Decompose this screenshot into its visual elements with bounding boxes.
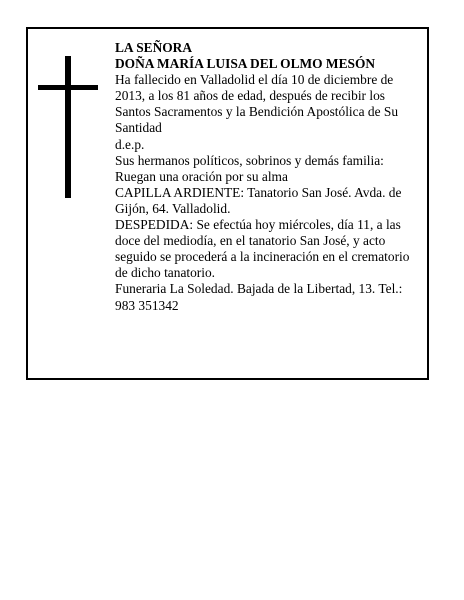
funeral-home-info: Funeraria La Soledad. Bajada de la Libertad, 13. Tel.: 983 351342 <box>115 281 403 313</box>
prayer-request: Ruegan una oración por su alma <box>115 168 288 184</box>
cross-horizontal-bar <box>38 85 98 90</box>
cross-vertical-bar <box>65 56 71 198</box>
obituary-notice <box>26 27 429 380</box>
death-announcement: Ha fallecido en Valladolid el día 10 de diciembre de 2013, a los 81 años de edad, después de recibir los Santos Sacramentos y la Bendición Apostólica de Su Santidad <box>115 72 399 136</box>
rip-text: d.e.p. <box>115 136 145 152</box>
cross-icon <box>38 56 98 198</box>
chapel-info: CAPILLA ARDIENTE: Tanatorio San José. Avda. de Gijón, 64. Valladolid. <box>115 184 402 216</box>
family-line: Sus hermanos políticos, sobrinos y demás familia: <box>115 152 384 168</box>
farewell-info: DESPEDIDA: Se efectúa hoy miércoles, día 11, a las doce del mediodía, en el tanatorio San José, y acto seguido se procederá a la incineración en el crematorio de dicho tanatorio. <box>115 217 410 281</box>
notice-text <box>115 40 421 314</box>
notice-title-line-1: LA SEÑORA <box>115 40 193 55</box>
deceased-name: DOÑA MARÍA LUISA DEL OLMO MESÓN <box>115 56 376 72</box>
